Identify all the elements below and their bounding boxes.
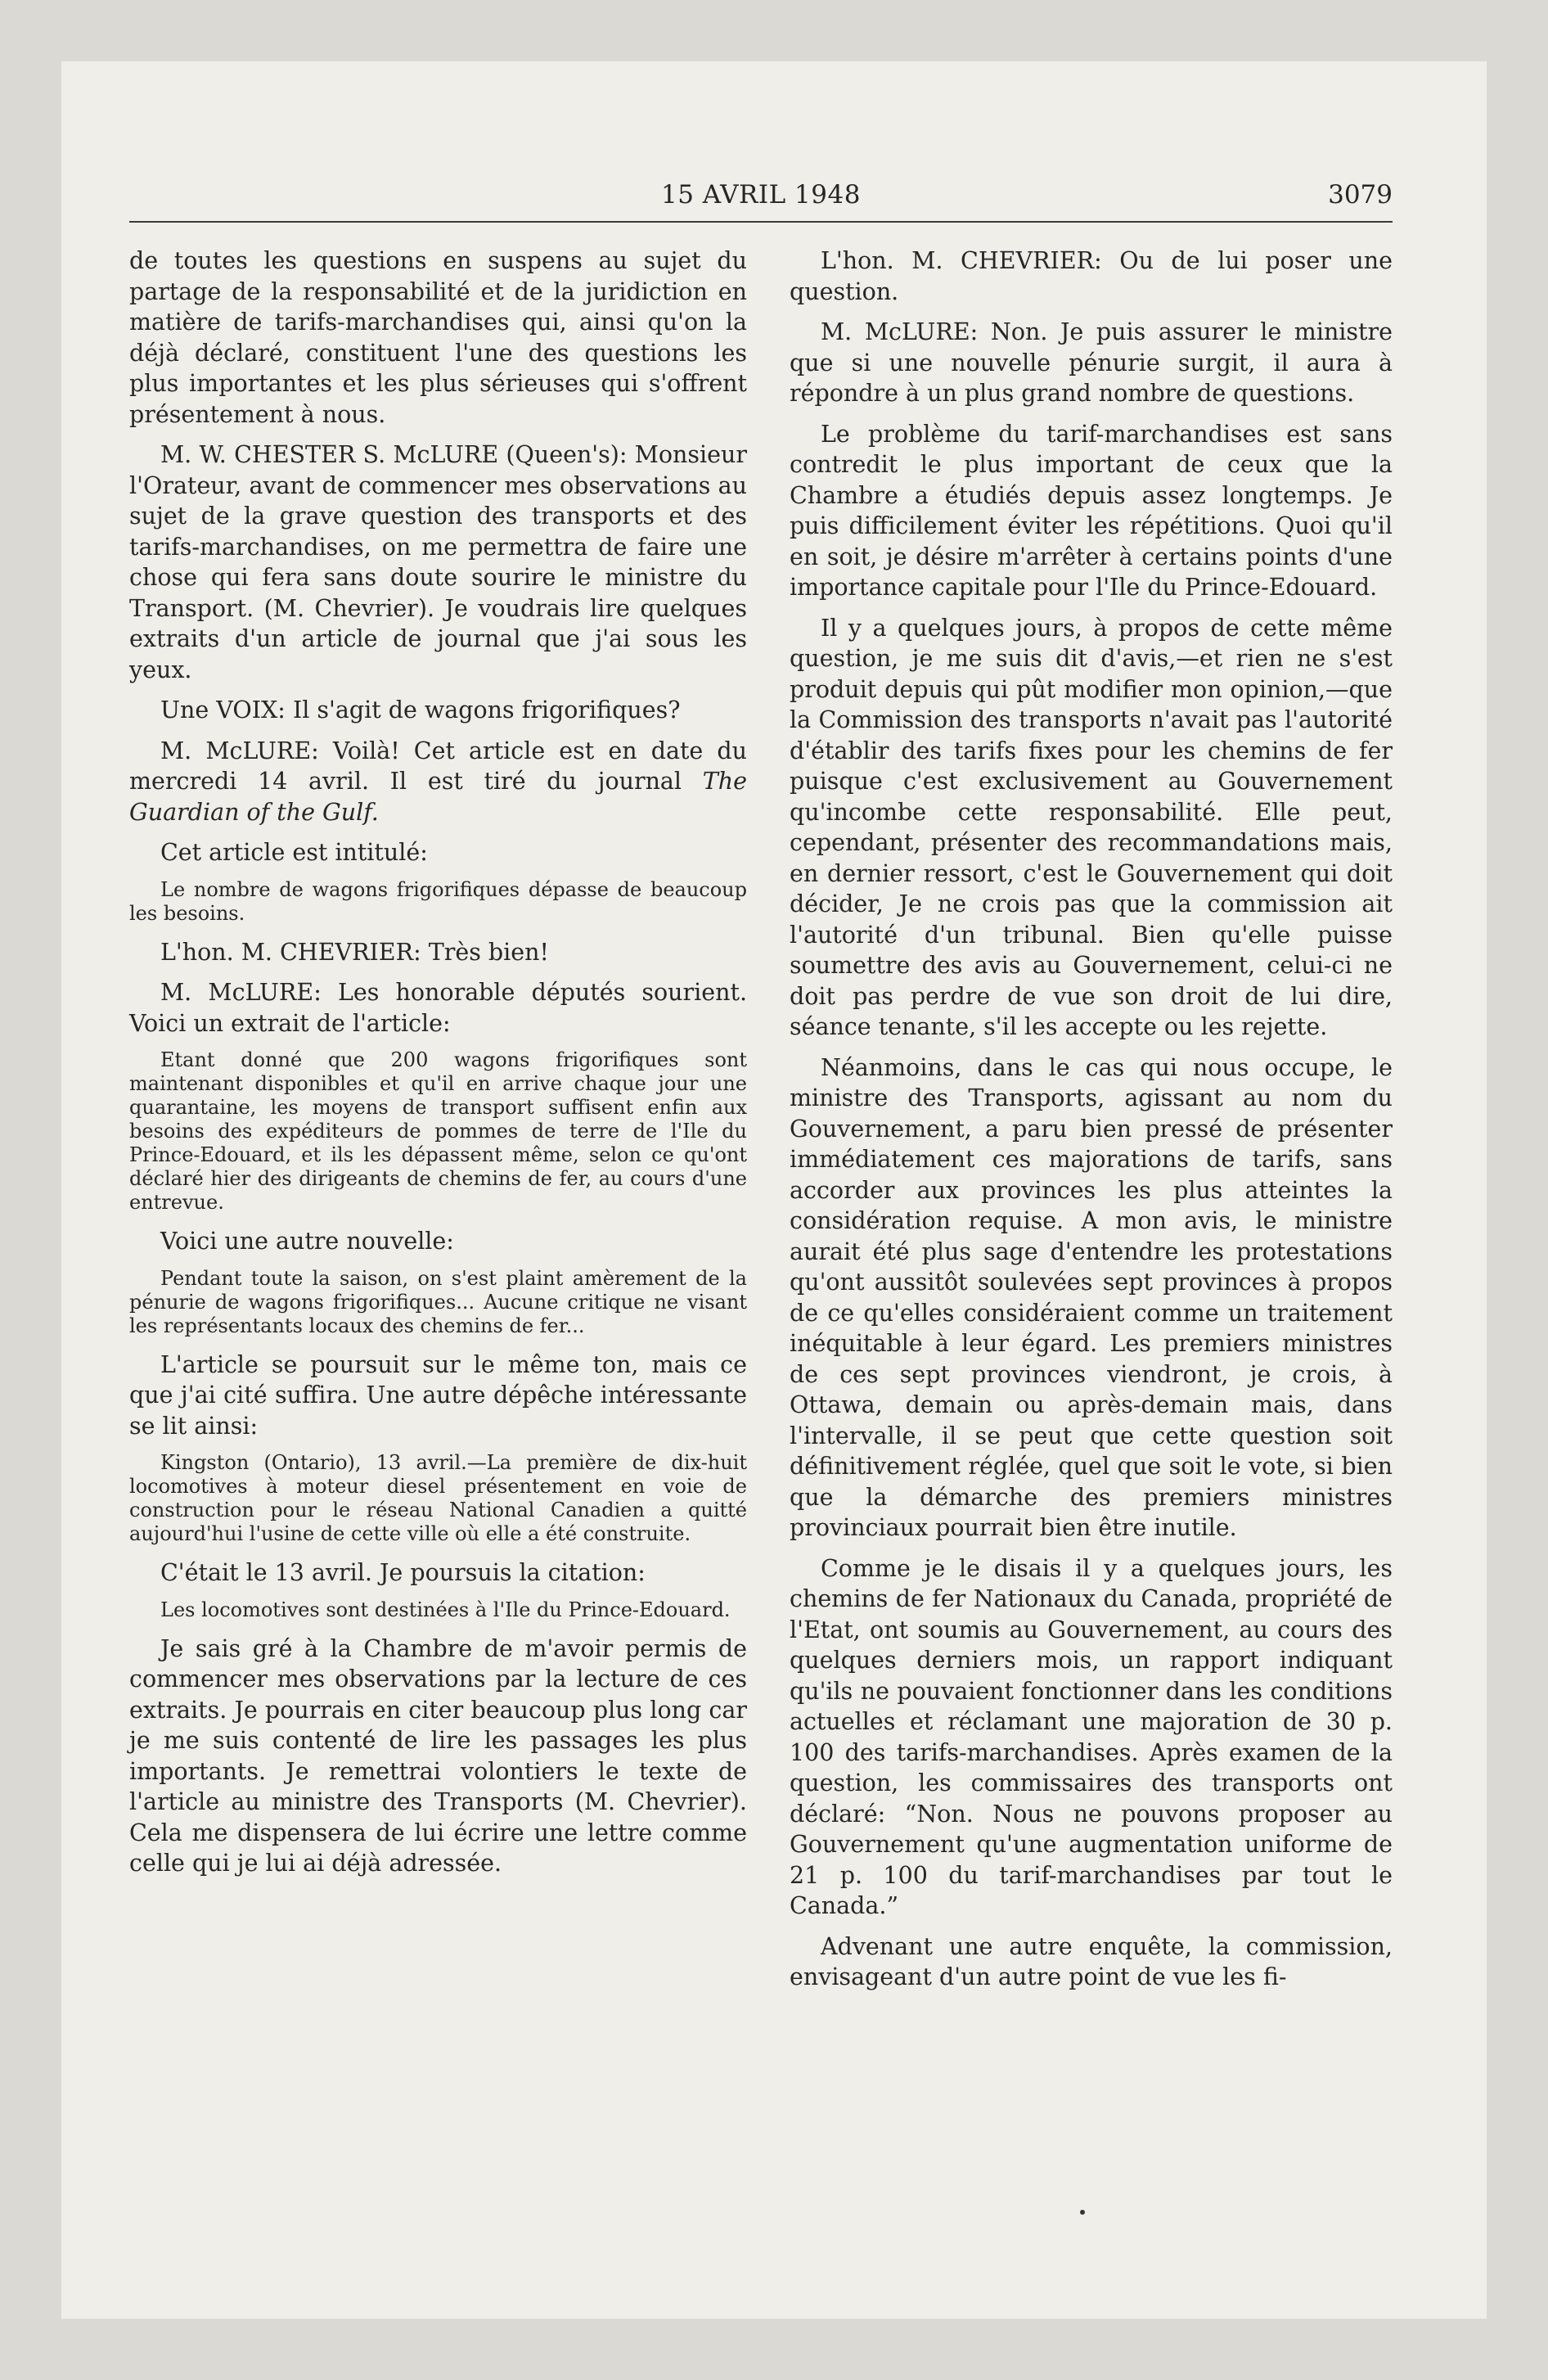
header-rule bbox=[129, 221, 1393, 223]
left-column bbox=[129, 246, 747, 1889]
speaker-paragraph: L'hon. M. CHEVRIER: Ou de lui poser une question. bbox=[790, 247, 1393, 305]
speaker-paragraph bbox=[129, 736, 747, 828]
page-header bbox=[129, 180, 1393, 223]
quotation: Etant donné que 200 wagons frigorifiques sont maintenant disponibles et qu'il en arrive chaque jour une quarantaine, les moyens de transport suffisent enfin aux besoins des expéditeurs de pommes de terre de l'Ile du Prince-Edouard, et ils les dépassent même, selon ce qu'ont déclaré hier des dirigeants de chemins de fer, au cours d'une entrevue. bbox=[129, 1048, 747, 1214]
header-date: 15 AVRIL 1948 bbox=[661, 180, 861, 210]
paragraph: Je sais gré à la Chambre de m'avoir permis de commencer mes observations par la lecture de ces extraits. Je pourrais en citer beaucoup plus long car je me suis contenté de lire les passages les plus importants. Je remettrai volontiers le texte de l'article au ministre des Transports (M. Chevrier). Cela me dispensera de lui écrire une lettre comme celle qui je lui ai déjà adressée. bbox=[129, 1634, 747, 1877]
speaker-paragraph: M. McLURE: Non. Je puis assurer le ministre que si une nouvelle pénurie surgit, il aura à répondre à un plus grand nombre de questions. bbox=[790, 318, 1393, 407]
speaker-text: M. McLURE: Voilà! Cet article est en date du mercredi 14 avril. Il est tiré du journal bbox=[129, 737, 747, 795]
paragraph: Comme je le disais il y a quelques jours, les chemins de fer Nationaux du Canada, propriété de l'Etat, ont soumis au Gouvernement, au cours des quelques derniers mois, un rapport indiquant qu'ils ne pouvaient fonctionner dans les conditions actuelles et réclamant une majoration de 30 p. 100 des tarifs-marchandises. Après examen de la question, les commissaires des transports ont déclaré: “Non. Nous ne pouvons proposer au Gouvernement qu'une augmentation uniforme de 21 p. 100 du tarif-marchandises par tout le Canada.” bbox=[790, 1554, 1393, 1919]
paragraph: de toutes les questions en suspens au sujet du partage de la responsabilité et de la juridiction en matière de tarifs-marchandises qui, ainsi qu'on la déjà déclaré, constituent l'une des questions les plus importantes et les plus sérieuses qui s'offrent présentement à nous. bbox=[129, 247, 747, 428]
paragraph: Le problème du tarif-marchandises est sans contredit le plus important de ceux que la Chambre a étudiés depuis assez longtemps. Je puis difficilement éviter les répétitions. Quoi qu'il en soit, je désire m'arrêter à certains points d'une importance capitale pour l'Ile du Prince-Edouard. bbox=[790, 420, 1393, 601]
quotation: Kingston (Ontario), 13 avril.—La première de dix-huit locomotives à moteur diesel présentement en voie de construction pour le réseau National Canadien a quitté aujourd'hui l'usine de cette ville où elle a été construite. bbox=[129, 1451, 747, 1545]
paragraph: L'article se poursuit sur le même ton, mais ce que j'ai cité suffira. Une autre dépêche intéressante se lit ainsi: bbox=[129, 1350, 747, 1440]
right-column bbox=[790, 246, 1393, 2003]
speaker-paragraph: M. McLURE: Les honorable députés sourient. Voici un extrait de l'article: bbox=[129, 979, 747, 1037]
quotation: Pendant toute la saison, on s'est plaint amèrement de la pénurie de wagons frigorifiques... Aucune critique ne visant les représentants locaux des chemins de fer... bbox=[129, 1266, 747, 1337]
speaker-paragraph: Une VOIX: Il s'agit de wagons frigorifiques? bbox=[160, 696, 681, 723]
speaker-paragraph: L'hon. M. CHEVRIER: Très bien! bbox=[160, 938, 549, 966]
paragraph: Cet article est intitulé: bbox=[160, 839, 428, 866]
newspaper-title: The Guardian of the Gulf. bbox=[129, 768, 748, 826]
quotation: Les locomotives sont destinées à l'Ile du Prince-Edouard. bbox=[160, 1598, 731, 1621]
speaker-paragraph: M. W. CHESTER S. McLURE (Queen's): Monsieur l'Orateur, avant de commencer mes observations au sujet de la grave question des transports et des tarifs-marchandises, on me permettra de faire une chose qui fera sans doute sourire le ministre du Transport. (M. Chevrier). Je voudrais lire quelques extraits d'un article de journal que j'ai sous les yeux. bbox=[129, 441, 747, 683]
quotation: Le nombre de wagons frigorifiques dépasse de beaucoup les besoins. bbox=[129, 877, 747, 925]
paragraph: C'était le 13 avril. Je poursuis la citation: bbox=[160, 1559, 646, 1586]
paragraph: Voici une autre nouvelle: bbox=[160, 1228, 454, 1255]
page-number: 3079 bbox=[1328, 180, 1393, 210]
page-mark bbox=[1080, 2210, 1085, 2215]
paragraph: Néanmoins, dans le cas qui nous occupe, le ministre des Transports, agissant au nom du Gouvernement, a paru bien pressé de présenter immédiatement ces majorations de tarifs, sans accorder aux provinces les plus atteintes la considération requise. A mon avis, le ministre aurait été plus sage d'entendre les protestations qu'ont aussitôt soulevées sept provinces à propos de ce qu'elles considéraient comme un traitement inéquitable à leur égard. Les premiers ministres de ces sept provinces viendront, je crois, à Ottawa, demain ou après-demain mais, dans l'intervalle, il se peut que cette question soit définitivement réglée, quel que soit le vote, si bien que la démarche des premiers ministres provinciaux pourrait bien être inutile. bbox=[790, 1053, 1393, 1541]
paragraph: Il y a quelques jours, à propos de cette même question, je me suis dit d'avis,—et rien ne s'est produit depuis qui pût modifier mon opinion,—que la Commission des transports n'avait pas l'autorité d'établir des tarifs fixes pour les chemins de fer puisque c'est exclusivement au Gouvernement qu'incombe cette responsabilité. Elle peut, cependant, présenter des recommandations mais, en dernier ressort, c'est le Gouvernement qui doit décider, Je ne crois pas que la commission ait l'autorité d'un tribunal. Bien qu'elle puisse soumettre des avis au Gouvernement, celui-ci ne doit pas perdre de vue son droit de lui dire, séance tenante, s'il les accepte ou les rejette. bbox=[790, 614, 1393, 1040]
paragraph: Advenant une autre enquête, la commission, envisageant d'un autre point de vue les fi- bbox=[790, 1932, 1393, 1990]
